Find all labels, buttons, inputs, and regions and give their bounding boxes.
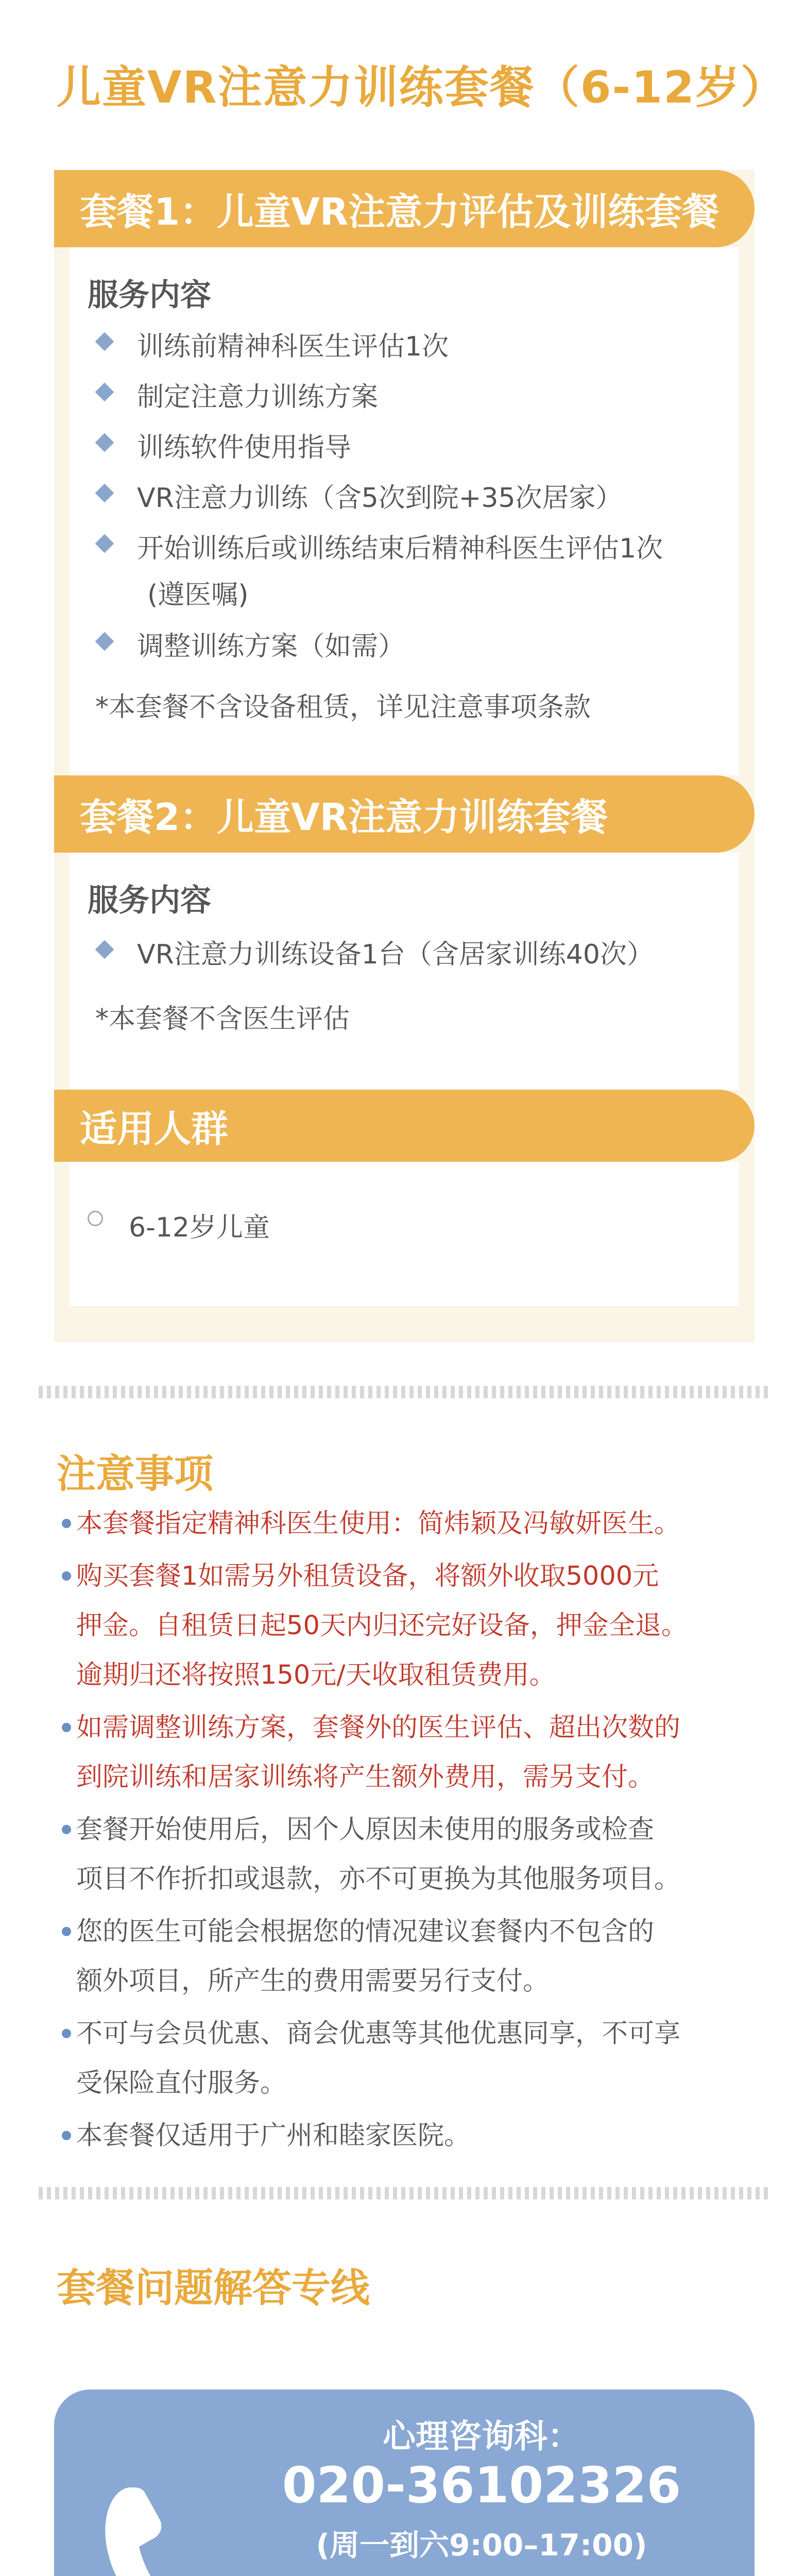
notice-item [62,1805,752,1904]
notice-title: 注意事项 [57,1451,213,1497]
diamond-bullet-icon [95,534,114,553]
audience-item: 6-12岁儿童 [88,1206,270,1244]
notice-item [62,1552,752,1700]
list-item: VR注意力训练（含5次到院+35次居家） [88,476,731,527]
list-item: 调整训练方案（如需） [88,624,731,672]
notice-text: 套餐开始使用后，因个人原因未使用的服务或检查 [76,1815,655,1845]
notice-text: 受保险直付服务。 [76,2068,287,2098]
notice-item [62,2111,752,2161]
bullet-dot-icon [62,1723,71,1732]
list-item: 开始训练后或训练结束后精神科医生评估1次 [88,527,731,573]
diamond-bullet-icon [95,632,114,651]
list-item: 训练软件使用指导 [88,426,731,476]
package1-service-title: 服务内容 [88,277,211,313]
bullet-dot-icon [62,1571,71,1581]
notice-text: 额外项目，所产生的费用需要另行支付。 [76,1966,550,1996]
divider [39,2187,770,2199]
bullet-dot-icon [62,1927,71,1936]
dept-hours: (周一到六9:00–17:00) [316,2528,647,2563]
package1-list [88,325,731,672]
notice-item [62,1499,752,1549]
package2-list [88,933,731,983]
dept-label: 心理咨询科： [383,2418,580,2456]
package2-header-text: 套餐2：儿童VR注意力训练套餐 [80,795,608,839]
notice-text: 不可与会员优惠、商会优惠等其他优惠同享，不可享 [76,2019,681,2049]
notice-text: 押金。自租赁日起50天内归还完好设备，押金全退。 [76,1611,688,1641]
list-item: 训练前精神科医生评估1次 [88,325,731,375]
diamond-bullet-icon [95,940,114,959]
bullet-dot-icon [62,1825,71,1834]
hotline-card [54,2389,755,2576]
notice-text: 购买套餐1如需另外租赁设备，将额外收取5000元 [76,1561,659,1591]
notice-text: 到院训练和居家训练将产生额外费用，需另支付。 [76,1762,655,1792]
bullet-dot-icon [62,1519,71,1528]
list-item: VR注意力训练设备1台（含居家训练40次） [88,933,731,983]
notice-text: 项目不作折扣或退款，亦不可更换为其他服务项目。 [76,1864,681,1894]
notice-item [62,2009,752,2108]
circle-bullet-icon [88,1211,103,1226]
dept-phone[interactable]: 020-36102326 [282,2456,681,2514]
notice-text: 本套餐指定精神科医生使用：简炜颖及冯敏妍医生。 [76,1509,681,1539]
package1-header [54,170,755,247]
bullet-dot-icon [62,2131,71,2140]
package1-header-text: 套餐1：儿童VR注意力评估及训练套餐 [80,190,720,233]
audience-header [54,1090,755,1162]
notice-item [62,1703,752,1802]
package1-note: *本套餐不含设备租赁，详见注意事项条款 [95,692,591,723]
notice-item [62,1907,752,2006]
diamond-bullet-icon [95,484,114,503]
diamond-bullet-icon [95,433,114,452]
page-title: 儿童VR注意力训练套餐（6-12岁） [57,62,786,113]
package2-note: *本套餐不含医生评估 [95,1004,350,1035]
notice-text: 如需调整训练方案，套餐外的医生评估、超出次数的 [76,1713,681,1743]
diamond-bullet-icon [95,332,114,351]
notice-text: 本套餐仅适用于广州和睦家医院。 [76,2121,471,2151]
diamond-bullet-icon [95,383,114,402]
list-item-continuation: (遵医嘱) [147,580,249,611]
notice-list [62,1499,752,2164]
notice-text: 逾期归还将按照150元/天收取租赁费用。 [76,1660,556,1690]
package2-service-title: 服务内容 [88,883,211,919]
hotline-title: 套餐问题解答专线 [57,2265,370,2311]
bullet-dot-icon [62,2029,71,2038]
package2-header [54,775,755,853]
audience-header-text: 适用人群 [80,1107,229,1150]
divider [39,1386,770,1398]
notice-text: 您的医生可能会根据您的情况建议套餐内不包含的 [76,1917,655,1947]
list-item: 制定注意力训练方案 [88,375,731,426]
